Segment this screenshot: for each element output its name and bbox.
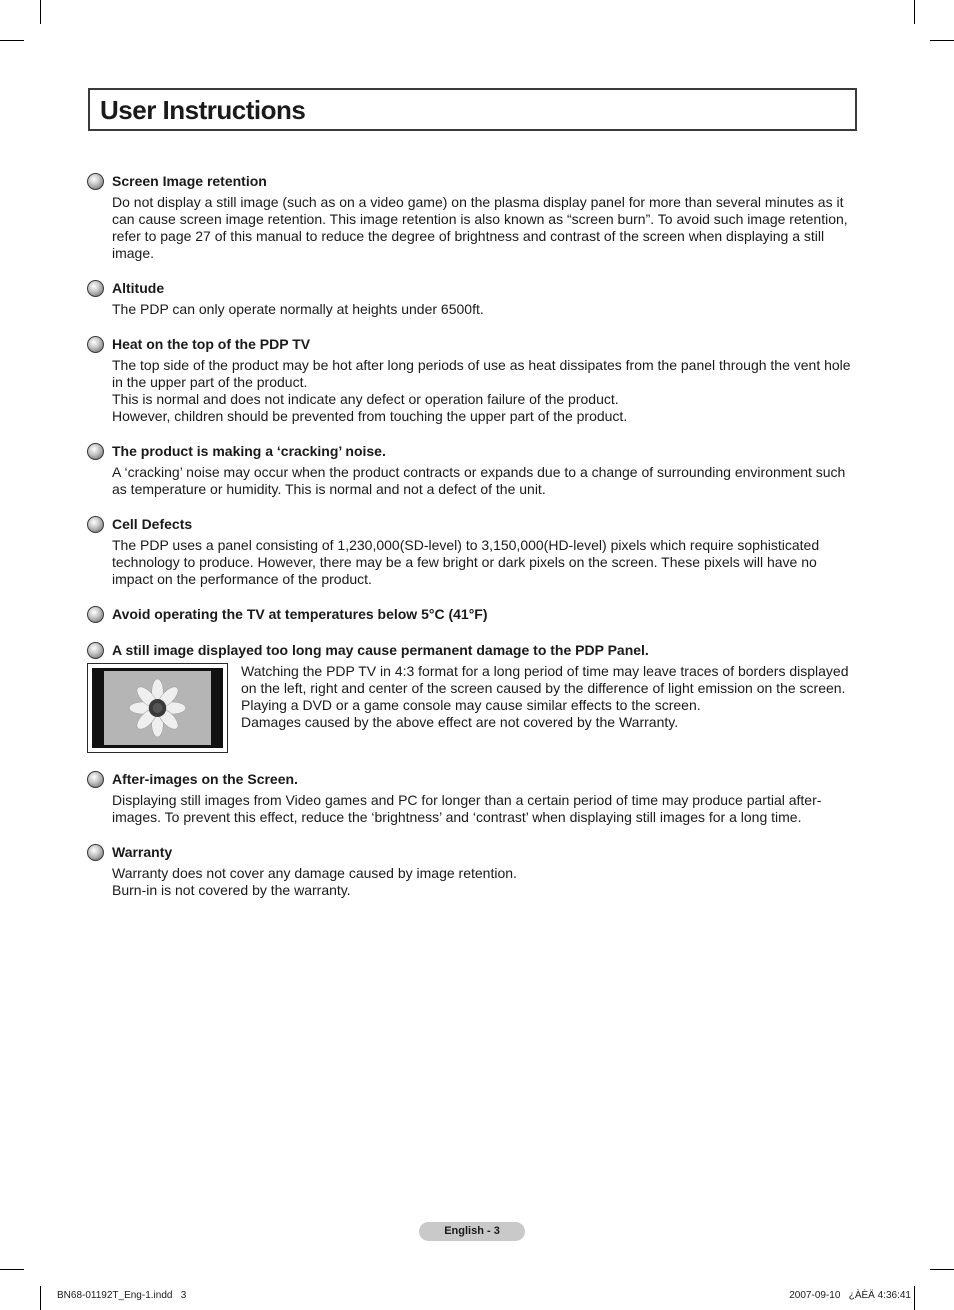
section-cracking-noise [87, 442, 859, 498]
page-number-badge: English - 3 [419, 1222, 525, 1241]
paragraph: Do not display a still image (such as on a video game) on the plasma display panel for more than several minutes as it can cause screen image retention. This image retention is also known as “screen burn”. To avoid such image retention, refer to page 27 of this manual to reduce the degree of brightness and contrast of the screen when displaying a still image. [112, 194, 848, 261]
page-title: User Instructions [100, 95, 306, 125]
section-title: Warranty [112, 844, 173, 860]
paragraph: Watching the PDP TV in 4:3 format for a long period of time may leave traces of borders displayed on the left, right and center of the screen caused by the difference of light emission on the screen. [241, 663, 849, 696]
tv-flower-image [87, 663, 228, 753]
section-body [112, 357, 859, 425]
instructions-list [87, 172, 859, 916]
file-slug: BN68-01192T_Eng-1.indd 3 [57, 1290, 187, 1301]
section-body [112, 194, 859, 262]
section-title: After-images on the Screen. [112, 771, 298, 787]
section-header [87, 843, 859, 863]
round-bullet-icon [87, 844, 104, 861]
flower-picture [104, 671, 211, 745]
round-bullet-icon [87, 336, 104, 353]
section-header [87, 515, 859, 535]
crop-mark [914, 0, 915, 24]
crop-mark [40, 0, 41, 24]
timestamp-slug: 2007-09-10 ¿ÀÈÄ 4:36:41 [789, 1290, 911, 1301]
section-title: Heat on the top of the PDP TV [112, 336, 311, 352]
paragraph: This is normal and does not indicate any defect or operation failure of the product. [112, 391, 619, 407]
crop-mark [930, 1269, 954, 1270]
section-body [112, 792, 859, 826]
section-body [112, 464, 859, 498]
section-header [87, 442, 859, 462]
crop-mark [40, 1286, 41, 1310]
section-title: Avoid operating the TV at temperatures below 5°C (41°F) [112, 606, 488, 622]
section-header [87, 172, 859, 192]
flower-icon [104, 671, 211, 745]
section-title: A still image displayed too long may cause permanent damage to the PDP Panel. [112, 642, 649, 658]
round-bullet-icon [87, 642, 104, 659]
page-title-box [88, 88, 857, 131]
round-bullet-icon [87, 771, 104, 788]
paragraph: Warranty does not cover any damage caused by image retention. [112, 865, 517, 881]
paragraph: The top side of the product may be hot after long periods of use as heat dissipates from the panel through the vent hole in the upper part of the product. [112, 357, 851, 390]
section-warranty [87, 843, 859, 899]
section-header [87, 605, 859, 625]
crop-mark [930, 40, 954, 41]
section-still-image-damage [87, 641, 859, 753]
section-screen-image-retention [87, 172, 859, 262]
section-temperature [87, 605, 859, 625]
paragraph: The PDP uses a panel consisting of 1,230,000(SD-level) to 3,150,000(HD-level) pixels which require sophisticated technology to produce. However, there may be a few bright or dark pixels on the screen. These pixels will have no impact on the performance of the product. [112, 537, 820, 587]
paragraph: Damages caused by the above effect are not covered by the Warranty. [241, 714, 679, 730]
section-body [112, 865, 859, 899]
section-altitude [87, 279, 859, 318]
section-header [87, 335, 859, 355]
round-bullet-icon [87, 606, 104, 623]
section-cell-defects [87, 515, 859, 588]
section-title: The product is making a ‘cracking’ noise. [112, 443, 386, 459]
image-description [241, 663, 859, 753]
section-title: Altitude [112, 280, 165, 296]
crop-mark [914, 1286, 915, 1310]
section-body [112, 301, 859, 318]
section-body [112, 537, 859, 588]
section-body [87, 663, 859, 753]
tv-screen [92, 668, 223, 748]
section-title: Cell Defects [112, 516, 193, 532]
section-header [87, 279, 859, 299]
crop-mark [0, 1269, 24, 1270]
section-title: Screen Image retention [112, 173, 267, 189]
paragraph: However, children should be prevented from touching the upper part of the product. [112, 408, 628, 424]
paragraph: The PDP can only operate normally at heights under 6500ft. [112, 301, 484, 317]
crop-mark [0, 40, 24, 41]
round-bullet-icon [87, 443, 104, 460]
section-heat-top [87, 335, 859, 425]
round-bullet-icon [87, 516, 104, 533]
paragraph: Displaying still images from Video games and PC for longer than a certain period of time may produce partial after-images. To prevent this effect, reduce the ‘brightness’ and ‘contrast’ when displaying still images for a long time. [112, 792, 822, 825]
paragraph: Playing a DVD or a game console may cause similar effects to the screen. [241, 697, 701, 713]
paragraph: Burn-in is not covered by the warranty. [112, 882, 351, 898]
section-after-images [87, 770, 859, 826]
round-bullet-icon [87, 173, 104, 190]
section-header [87, 641, 859, 661]
round-bullet-icon [87, 280, 104, 297]
paragraph: A ‘cracking’ noise may occur when the product contracts or expands due to a change of surrounding environment such as temperature or humidity. This is normal and not a defect of the unit. [112, 464, 846, 497]
section-header [87, 770, 859, 790]
